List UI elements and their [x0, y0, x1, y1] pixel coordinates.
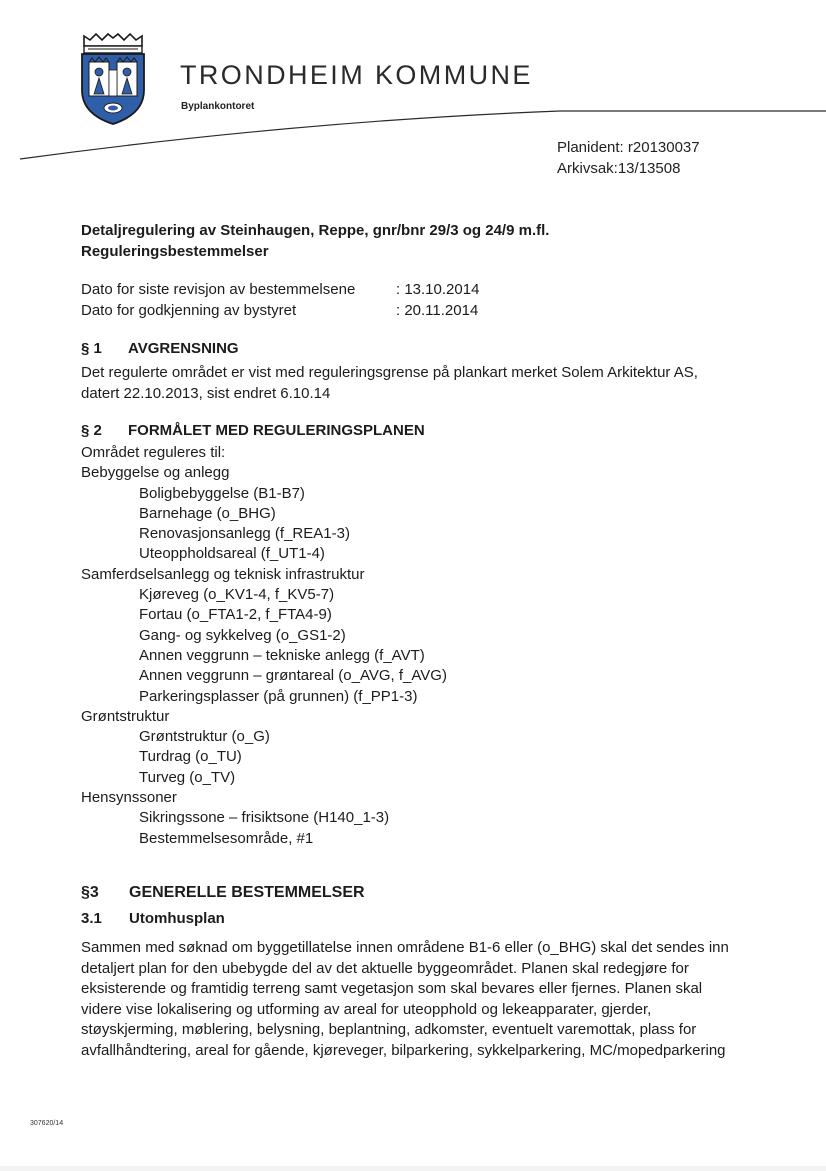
list-group-heading: Hensynssoner — [81, 789, 177, 807]
list-item: Boligbebyggelse (B1-B7) — [139, 484, 305, 502]
text-line: eksisterende og framtidig terreng samt vegetasjon som skal bevares eller fjernes. Planen skal — [81, 980, 703, 997]
section-number: § 1 — [81, 340, 102, 357]
document-identifiers — [557, 137, 700, 179]
subsection-3-1-text — [81, 938, 771, 1061]
list-item: Annen veggrunn – grøntareal (o_AVG, f_AVG) — [139, 667, 447, 685]
purpose-list — [81, 443, 447, 849]
list-item: Bestemmelsesområde, #1 — [139, 829, 314, 847]
list-item: Parkeringsplasser (på grunnen) (f_PP1-3) — [139, 687, 418, 705]
planident: Planident: r20130037 — [557, 139, 700, 156]
text-line: Det regulerte området er vist med reguleringsgrense på plankart merket Solem Arkitektur AS, — [81, 364, 698, 381]
list-item: Annen veggrunn – tekniske anlegg (f_AVT) — [139, 646, 425, 664]
section-title: GENERELLE BESTEMMELSER — [129, 884, 365, 901]
date-value: : 13.10.2014 — [396, 281, 480, 298]
date-label: Dato for siste revisjon av bestemmelsene — [81, 281, 356, 298]
section-3-heading — [81, 884, 365, 902]
text-line: detaljert plan for den ubebygde del av det aktuelle byggeområdet. Planen skal redegjøre for — [81, 959, 689, 977]
list-group-heading: Samferdselsanlegg og teknisk infrastruktur — [81, 565, 365, 583]
header-swoosh-divider — [0, 95, 826, 175]
section-1-text — [81, 362, 781, 404]
list-item: Kjøreveg (o_KV1-4, f_KV5-7) — [139, 586, 335, 604]
department-name: Byplankontoret — [181, 101, 255, 112]
arkivsak: Arkivsak:13/13508 — [557, 160, 681, 177]
document-title — [81, 220, 549, 262]
list-item: Barnehage (o_BHG) — [139, 504, 276, 522]
text-line: videre vise lokalisering og utforming av areal for uteopphold og lekeapparater, gjerder, — [81, 1000, 652, 1018]
section-1-heading — [81, 340, 239, 357]
list-item: Sikringssone – frisiktsone (H140_1-3) — [139, 809, 390, 827]
list-item: Renovasjonsanlegg (f_REA1-3) — [139, 525, 350, 543]
title-line-1: Detaljregulering av Steinhaugen, Reppe, gnr/bnr 29/3 og 24/9 m.fl. — [81, 222, 550, 239]
section-number: §3 — [81, 884, 99, 901]
list-group-heading: Bebyggelse og anlegg — [81, 464, 230, 482]
section-2-heading — [81, 422, 425, 439]
text-line: Sammen med søknad om byggetillatelse innen områdene B1-6 eller (o_BHG) skal det sendes inn — [81, 939, 729, 956]
footer-document-code: 307620/14 — [30, 1120, 64, 1127]
subsection-number: 3.1 — [81, 910, 102, 927]
list-item: Grøntstruktur (o_G) — [139, 728, 270, 746]
list-item: Turveg (o_TV) — [139, 768, 236, 786]
text-line: datert 22.10.2013, sist endret 6.10.14 — [81, 385, 331, 402]
list-item: Turdrag (o_TU) — [139, 748, 242, 766]
list-group-heading: Grøntstruktur — [81, 707, 170, 725]
list-item: Gang- og sykkelveg (o_GS1-2) — [139, 626, 346, 644]
text-line: avfallhåndtering, areal for gående, kjøreveger, bilparkering, sykkelparkering, MC/mopedparkering — [81, 1041, 726, 1059]
page-bottom-edge — [0, 1166, 826, 1171]
section-title: AVGRENSNING — [128, 340, 239, 357]
list-item: Fortau (o_FTA1-2, f_FTA4-9) — [139, 606, 332, 624]
subsection-3-1-heading — [81, 910, 225, 927]
organization-name: TRONDHEIM KOMMUNE — [180, 60, 533, 90]
title-line-2: Reguleringsbestemmelser — [81, 243, 269, 260]
subsection-title: Utomhusplan — [129, 910, 225, 927]
list-item: Uteoppholdsareal (f_UT1-4) — [139, 545, 325, 563]
dates-block — [81, 279, 480, 321]
date-row — [81, 279, 480, 300]
section-number: § 2 — [81, 422, 102, 439]
section-title: FORMÅLET MED REGULERINGSPLANEN — [128, 422, 425, 439]
list-intro: Området reguleres til: — [81, 444, 226, 461]
date-label: Dato for godkjenning av bystyret — [81, 302, 297, 319]
text-line: støyskjerming, møblering, belysning, beplantning, adkomster, eventuelt varemottak, plass for — [81, 1021, 697, 1038]
date-row — [81, 300, 479, 321]
date-value: : 20.11.2014 — [396, 302, 479, 319]
